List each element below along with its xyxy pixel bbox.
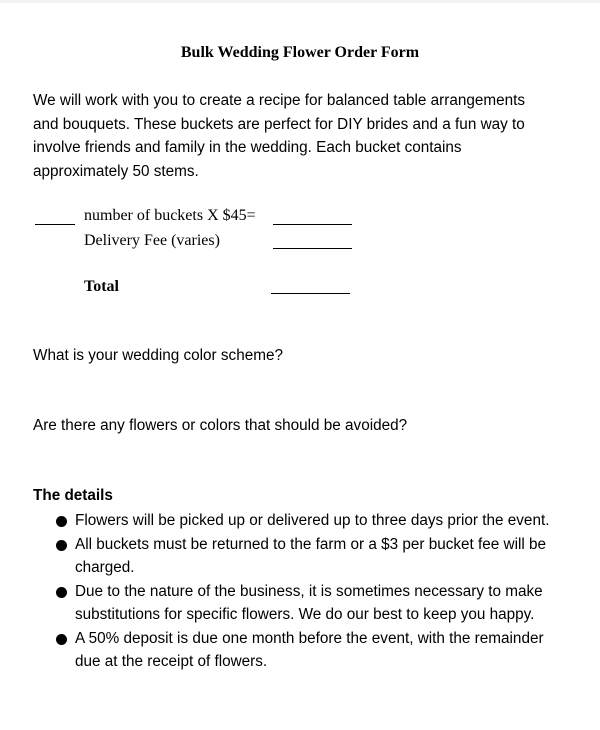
details-list (56, 509, 586, 674)
buckets-amount-blank[interactable] (273, 224, 352, 225)
delivery-fee-blank[interactable] (273, 248, 352, 249)
bullet-icon (56, 634, 67, 645)
intro-line: and bouquets. These buckets are perfect for DIY brides and a fun way to (33, 115, 525, 133)
bullet-icon (56, 587, 67, 598)
intro-line: involve friends and family in the wedding. Each bucket contains (33, 139, 462, 156)
list-item: Due to the nature of the business, it is sometimes necessary to make substitutions for specific flowers. We do our best to keep you happy. (56, 580, 586, 627)
total-label: Total (84, 278, 119, 295)
bullet-icon (56, 516, 67, 527)
intro-line: We will work with you to create a recipe for balanced table arrangements (33, 92, 526, 109)
delivery-fee-label: Delivery Fee (varies) (84, 232, 220, 249)
bullet-icon (56, 540, 67, 551)
intro-line: approximately 50 stems. (33, 162, 199, 180)
list-item: All buckets must be returned to the farm or a $3 per bucket fee will be charged. (56, 533, 586, 580)
list-item: A 50% deposit is due one month before the event, with the remainder due at the receipt of flowers. (56, 627, 586, 674)
intro-paragraph (33, 89, 573, 183)
avoid-flowers-question: Are there any flowers or colors that should be avoided? (33, 417, 408, 434)
total-blank[interactable] (271, 293, 350, 294)
page-top-edge (0, 0, 600, 3)
document-title: Bulk Wedding Flower Order Form (180, 44, 420, 61)
buckets-quantity-blank[interactable] (35, 224, 75, 225)
details-heading: The details (33, 487, 113, 504)
buckets-label: number of buckets X $45= (84, 207, 256, 224)
color-scheme-question: What is your wedding color scheme? (33, 347, 283, 364)
list-item: Flowers will be picked up or delivered up to three days prior the event. (56, 509, 586, 533)
